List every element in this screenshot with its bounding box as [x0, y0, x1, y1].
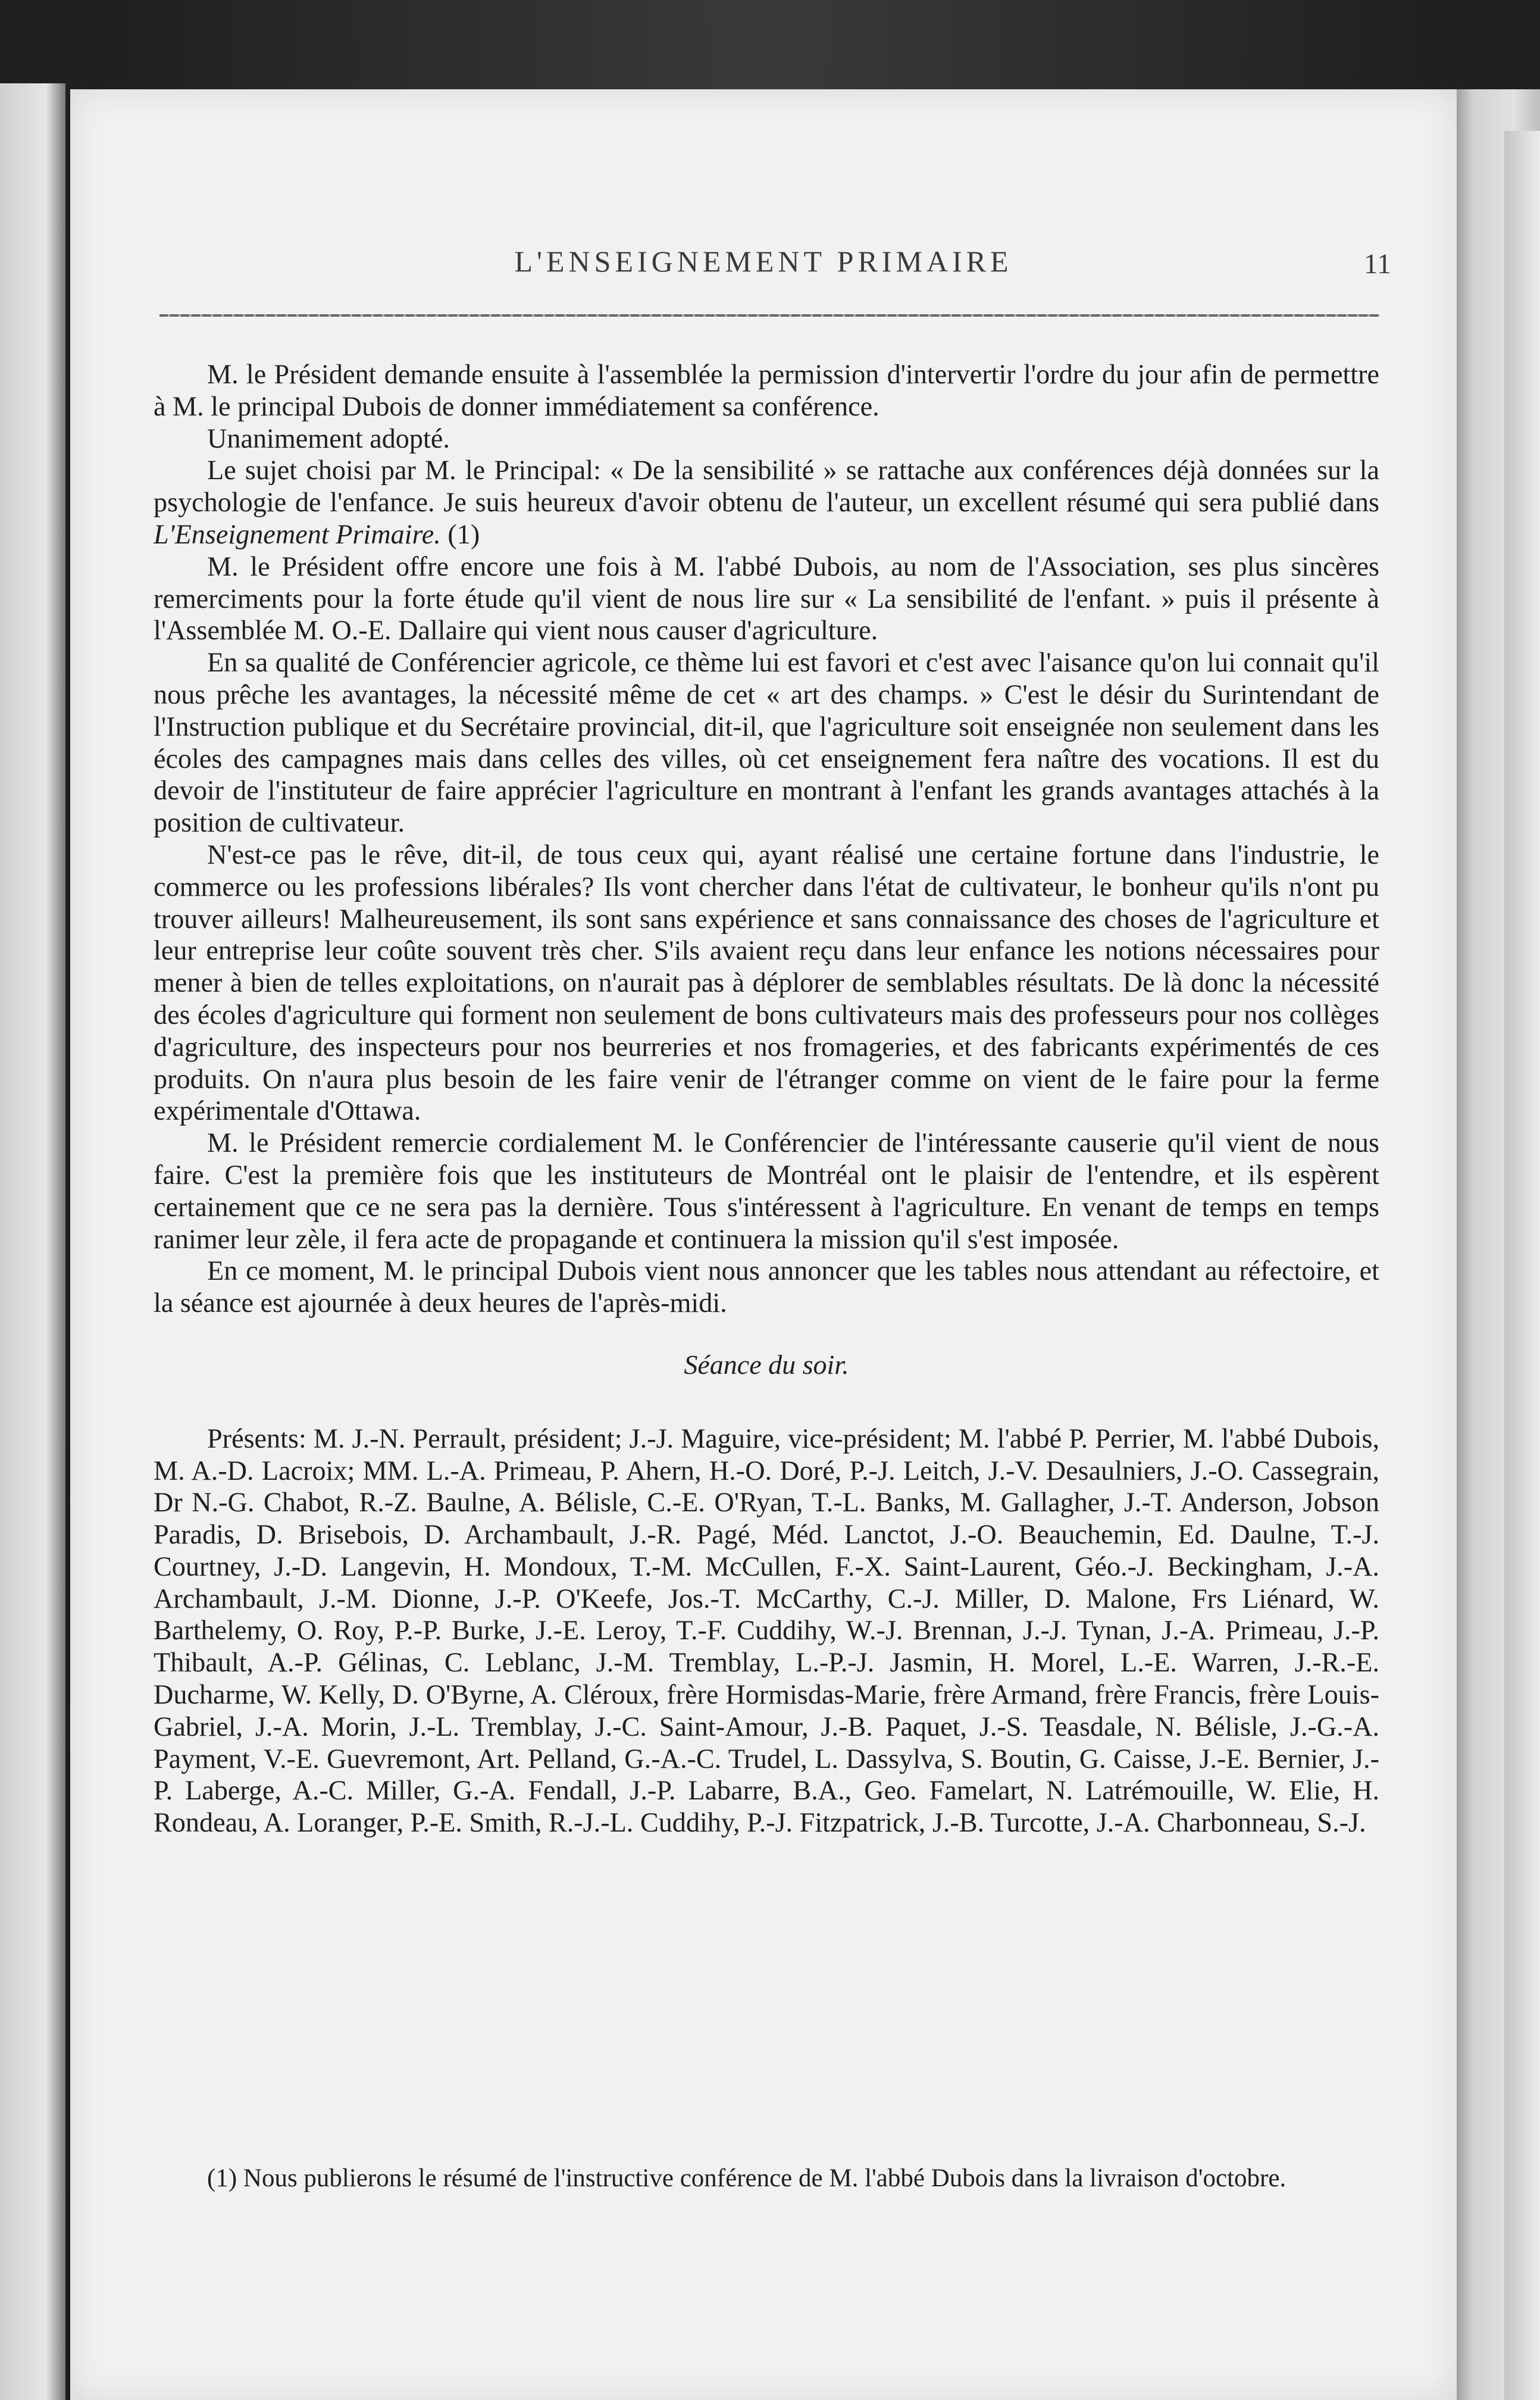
paragraph: N'est-ce pas le rêve, dit-il, de tous ceux qui, ayant réalisé une certaine fortune dans l'industrie, le commerce ou les professions libérales? Ils vont chercher dans l'état de cultivateur, le bonheur qu'ils n'ont pu trouver ailleurs! Malheureusement, ils sont sans expérience et sans connaissance des choses de l'agriculture et leur entreprise leur coûte souvent très cher. S'ils avaient reçu dans leur enfance les notions nécessaires pour mener à bien de telles exploitations, on n'aurait pas à déplorer de semblables résultats. De là donc la nécessité des écoles d'agriculture qui forment non seulement de bons cultivateurs mais des professeurs pour nos collèges d'agriculture, des inspecteurs pour nos beurreries et nos fromageries, et des fabricants expérimentés de ces produits. On n'aura plus besoin de les faire venir de l'étranger comme on vient de le faire pour la ferme expérimentale d'Ottawa.: [154, 839, 1379, 1126]
paragraph: [154, 454, 1379, 550]
running-title: L'ENSEIGNEMENT PRIMAIRE: [514, 245, 1013, 278]
book-page: [70, 89, 1457, 2400]
attendees-list: Présents: M. J.-N. Perrault, président; J.-J. Maguire, vice-président; M. l'abbé P. Perrier, M. l'abbé Dubois, M. A.-D. Lacroix; MM. L.-A. Primeau, P. Ahern, H.-O. Doré, P.-J. Leitch, J.-V. Desaulniers, J.-O. Cassegrain, Dr N.-G. Chabot, R.-Z. Baulne, A. Bélisle, C.-E. O'Ryan, T.-L. Banks, M. Gallagher, J.-T. Anderson, Jobson Paradis, D. Brisebois, D. Archambault, J.-R. Pagé, Méd. Lanctot, J.-O. Beauchemin, Ed. Daulne, T.-J. Courtney, J.-D. Langevin, H. Mondoux, T.-M. McCullen, F.-X. Saint-Laurent, Géo.-J. Beckingham, J.-A. Archambault, J.-M. Dionne, J.-P. O'Keefe, Jos.-T. McCarthy, C.-J. Miller, D. Malone, Frs Liénard, W. Barthelemy, O. Roy, P.-P. Burke, J.-E. Leroy, T.-F. Cuddihy, W.-J. Brennan, J.-J. Tynan, J.-A. Primeau, J.-P. Thibault, A.-P. Gélinas, C. Leblanc, J.-M. Tremblay, L.-P.-J. Jasmin, H. Morel, L.-E. Warren, J.-R.-E. Ducharme, W. Kelly, D. O'Byrne, A. Cléroux, frère Hormisdas-Marie, frère Armand, frère Francis, frère Louis-Gabriel, J.-A. Morin, J.-L. Tremblay, J.-C. Saint-Amour, J.-B. Paquet, J.-S. Teasdale, N. Bélisle, J.-G.-A. Payment, V.-E. Guevremont, Art. Pelland, G.-A.-C. Trudel, L. Dassylva, S. Boutin, G. Caisse, J.-E. Bernier, J.-P. Laberge, A.-C. Miller, G.-A. Fendall, J.-P. Labarre, B.A., Geo. Famelart, N. Latrémouille, W. Elie, H. Rondeau, A. Loranger, P.-E. Smith, R.-J.-L. Cuddihy, P.-J. Fitzpatrick, J.-B. Turcotte, J.-A. Charbonneau, S.-J.: [154, 1423, 1379, 1838]
paragraph: M. le Président remercie cordialement M. le Conférencier de l'intéressante causerie qu'il vient de nous faire. C'est la première fois que les instituteurs de Montréal ont le plaisir de l'entendre, et ils espèrent certainement que ce ne sera pas la dernière. Tous s'intéressent à l'agriculture. En venant de temps en temps ranimer leur zèle, il fera acte de propagande et continuera la mission qu'il s'est imposée.: [154, 1127, 1379, 1254]
paragraph-text: Le sujet choisi par M. le Principal: « De la sensibilité » se rattache aux conférences déjà données sur la psychologie de l'enfance. Je suis heureux d'avoir obtenu de l'auteur, un excellent résumé qui sera publié dans: [154, 455, 1379, 518]
previous-page-edge: [0, 83, 65, 2400]
page-stack-edge: [1504, 131, 1540, 2400]
paragraph: En sa qualité de Conférencier agricole, ce thème lui est favori et c'est avec l'aisance qu'on lui connait qu'il nous prêche les avantages, la nécessité même de cet « art des champs. » C'est le désir du Surintendant de l'Instruction publique et du Secrétaire provincial, dit-il, que l'agriculture soit enseignée non seulement dans les écoles des campagnes mais dans celles des villes, où cet enseignement fera naître des vocations. Il est du devoir de l'instituteur de faire apprécier l'agriculture en montrant à l'enfant les grands avantages attachés à la position de cultivateur.: [154, 647, 1379, 838]
section-heading: Séance du soir.: [684, 1349, 849, 1380]
footnote-reference: (1): [440, 518, 480, 549]
paragraph: M. le Président demande ensuite à l'assemblée la permission d'intervertir l'ordre du jour afin de permettre à M. le principal Dubois de donner immédiatement sa conférence.: [154, 359, 1379, 421]
footnote: [154, 2163, 1379, 2194]
paragraph: Unanimement adopté.: [207, 423, 450, 454]
journal-title: L'Enseignement Primaire.: [154, 518, 441, 549]
page-header: [70, 244, 1457, 298]
header-rule: [159, 314, 1379, 317]
body-text: [154, 358, 1379, 1839]
paragraph: En ce moment, M. le principal Dubois vient nous annoncer que les tables nous attendant au réfectoire, et la séance est ajournée à deux heures de l'après-midi.: [154, 1255, 1379, 1318]
paragraph: M. le Président offre encore une fois à M. l'abbé Dubois, au nom de l'Association, ses plus sincères remerciments pour la forte étude qu'il vient de nous lire sur « La sensibilité de l'enfant. » puis il présente à l'Assemblée M. O.-E. Dallaire qui vient nous causer d'agriculture.: [154, 551, 1379, 646]
footnote-text: (1) Nous publierons le résumé de l'instructive conférence de M. l'abbé Dubois dans la livraison d'octobre.: [207, 2164, 1287, 2192]
page-number: 11: [1363, 248, 1391, 280]
